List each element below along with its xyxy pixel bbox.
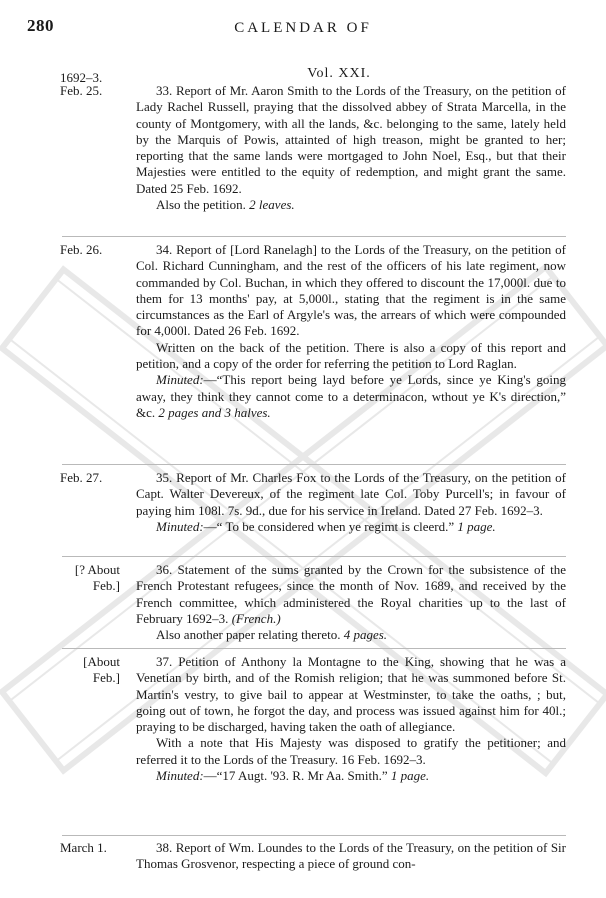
minuted-label: Minuted: [156,768,204,784]
minuted-text: —“ To be considered when ye regimt is cleerd.” [203,518,455,534]
entry-body [136,562,566,643]
entry-pages: 1 page. [390,768,430,784]
entry-text: 36. Statement of the sums granted by the Crown for the subsistence of the French Protestant refugees, since the month of Nov. 1689, and received by the French committee, which administered the Royal charities up to the last of February 1692–3. [136,562,566,626]
entry-note: Also the petition. [156,197,246,213]
entry-body [136,840,566,873]
entry-body [136,470,566,535]
minuted-label: Minuted: [156,518,204,534]
entry-text: 35. Report of Mr. Charles Fox to the Lords of the Treasury, on the petition of Capt. Walter Devereux, of the regiment late Col. Toby Purcell's; in favour of paying him 108l. 7s. 9d., due for his service in Ireland. Dated 27 Feb. 1692–3. [136,470,566,518]
minuted-text: —“17 Augt. '93. R. Mr Aa. Smith.” [203,768,388,784]
divider [62,464,566,465]
entry-pages: 1 page. [457,518,496,534]
entry-language: (French.) [231,610,281,626]
divider [62,648,566,649]
entry-date: Feb. 27. [60,470,103,485]
entry-text: 33. Report of Mr. Aaron Smith to the Lords of the Treasury, on the petition of Lady Rachel Russell, praying that the dissolved abbey of Strata Marcella, in the county of Montgomery, with all the lands, &c. belonging to the same, lately held by the Marquis of Powis, attainted of high treason, might be granted to her; reporting that the same lands were mortgaged to John Noel, Esq., but that their Majesties were entitled to the equity of redemption, and might grant the same. Dated 25 Feb. 1692. [136,83,566,196]
entry-text: 34. Report of [Lord Ranelagh] to the Lords of the Treasury, on the petition of Col. Richard Cunningham, and the rest of the officers of his late regiment, now commanded by Col. Buchan, in which they offered to discount the 17,000l. due to them for 13 months' pay, at 5,000l., stating that the regiment is in the same circumstances as the Earl of Argyle's was, the arrears of which were compounded for 4,000l. Dated 26 Feb. 1692. [136,242,566,339]
entry-date: [About Feb.] [83,654,120,686]
entry-pages: 2 leaves. [249,197,295,213]
entry-date: Feb. 25. [60,83,103,98]
entry-pages: 4 pages. [343,627,388,643]
entry-text: 37. Petition of Anthony la Montagne to the King, showing that he was a Venetian by birth, and of the Romish religion; that he was summoned before St. Martin's vestry, to give bail to appear at Westminster, to take the oaths, ; but, going out of town, he forgot the day, and process was issued against him for 40l.; praying to be discharged, having taken the oath of allegiance. [136,654,566,735]
entry-note: With a note that His Majesty was disposed to gratify the petitioner; and referred it to the Lords of the Treasury. 16 Feb. 1692–3. [136,735,566,767]
volume-heading: Vol. XXI. [307,66,371,81]
entry-date: [? About Feb.] [74,562,120,594]
divider [62,835,566,836]
entry-date: March 1. [60,840,107,855]
minuted-text: —“This report being layd before ye Lords, since ye King's going away, they think they cannot come to a determinacon, wthout ye K's direction,” &c. [136,372,566,420]
entry-body [136,83,566,213]
divider [62,236,566,237]
entry-pages: 2 pages and 3 halves. [158,404,271,420]
entry-body [136,242,566,421]
year-label: 1692–3. [60,70,103,85]
entry-note: Written on the back of the petition. There is also a copy of this report and petition, and a copy of the order for referring the petition to Lord Raglan. [136,339,566,372]
divider [62,556,566,557]
entry-body [136,654,566,784]
entry-date: Feb. 26. [60,242,103,257]
page-number: 280 [27,16,54,35]
running-title: CALENDAR OF [234,20,372,36]
minuted-label: Minuted: [156,372,204,388]
entry-text: 38. Report of Wm. Loundes to the Lords of the Treasury, on the petition of Sir Thomas Grosvenor, respecting a piece of ground con- [136,840,566,872]
entry-note: Also another paper relating thereto. [156,627,341,643]
